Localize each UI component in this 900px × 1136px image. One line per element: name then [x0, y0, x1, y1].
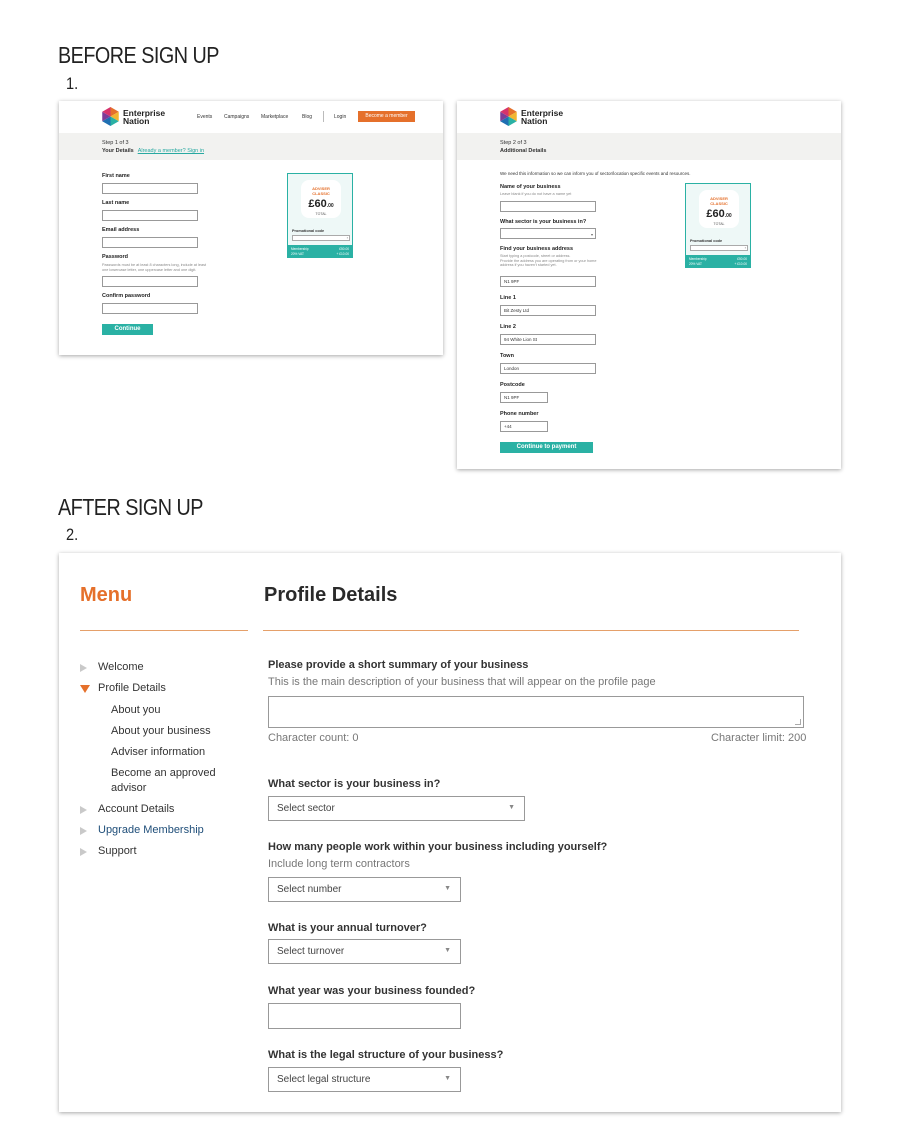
business-name-input[interactable]	[500, 201, 596, 212]
expanded-arrow-icon	[80, 685, 90, 693]
collapsed-arrow-icon	[80, 827, 87, 835]
sector-label: What sector is your business in?	[500, 219, 587, 225]
chevron-down-icon: ▼	[508, 804, 515, 811]
turnover-select[interactable]	[268, 939, 461, 964]
nav-marketplace[interactable]: Marketplace	[261, 114, 289, 120]
price-row-membership: Membership £50.00	[689, 257, 747, 261]
legal-structure-select[interactable]	[268, 1067, 461, 1092]
brand-logo-text-2: Enterprise Nation	[521, 107, 564, 126]
step2-title: Additional Details	[500, 148, 547, 154]
signup-step1-screenshot	[59, 101, 443, 355]
profile-details-screenshot	[59, 553, 841, 1112]
summary-label: Please provide a short summary of your business	[268, 659, 529, 671]
nav-campaigns[interactable]: Campaigns	[224, 114, 250, 120]
line1-input[interactable]: Bit Zesty Ltd	[500, 305, 596, 316]
turnover-question: What is your annual turnover?	[268, 922, 427, 934]
legal-structure-select-value: Select legal structure	[277, 1074, 371, 1085]
town-label: Town	[500, 353, 514, 359]
site-header-2	[457, 101, 841, 133]
first-name-label: First name	[102, 173, 130, 179]
character-count: Character count: 0	[268, 732, 359, 744]
step-label: Step 1 of 3	[102, 140, 129, 146]
address-input[interactable]: N1 9PF	[500, 276, 596, 287]
people-hint: Include long term contractors	[268, 858, 410, 870]
password-label: Password	[102, 254, 128, 260]
line2-input[interactable]: 94 White Lion St	[500, 334, 596, 345]
sector-select[interactable]	[500, 228, 596, 239]
sector-select-value: Select sector	[277, 803, 335, 814]
price-amount: £60.00	[706, 208, 732, 220]
collapsed-arrow-icon	[80, 848, 87, 856]
phone-label: Phone number	[500, 411, 539, 417]
sector-select[interactable]	[268, 796, 525, 821]
founded-year-input[interactable]	[268, 1003, 461, 1029]
confirm-password-input[interactable]	[102, 303, 198, 314]
after-signup-heading: AFTER SIGN UP	[58, 494, 203, 520]
menu-about-you[interactable]: About you	[111, 704, 161, 716]
nav-login[interactable]: Login	[334, 114, 347, 120]
character-limit: Character limit: 200	[711, 732, 807, 744]
continue-to-payment-button[interactable]: Continue to payment	[500, 442, 593, 453]
people-select-value: Select number	[277, 884, 342, 895]
signup-step2-screenshot	[457, 101, 841, 469]
become-member-button[interactable]: Become a member	[358, 111, 415, 122]
promo-label: Promotional code	[690, 239, 723, 243]
resize-handle-icon[interactable]	[795, 719, 801, 725]
before-signup-heading: BEFORE SIGN UP	[58, 42, 219, 68]
legal-structure-question: What is the legal structure of your business?	[268, 1049, 504, 1061]
business-name-hint: Leave blank if you do not have a name yet	[500, 192, 572, 196]
turnover-select-value: Select turnover	[277, 946, 345, 957]
phone-input[interactable]: +44	[500, 421, 548, 432]
after-step-number: 2.	[66, 525, 79, 544]
menu-divider	[80, 630, 248, 631]
price-total-label: TOTAL	[713, 222, 725, 226]
nav-blog[interactable]: Blog	[302, 114, 313, 120]
price-breakdown	[686, 255, 750, 267]
email-label: Email address	[102, 227, 140, 233]
content-divider	[263, 630, 799, 631]
brand-logo-2[interactable]	[499, 107, 563, 126]
people-select[interactable]	[268, 877, 461, 902]
last-name-input[interactable]	[102, 210, 198, 221]
last-name-label: Last name	[102, 200, 130, 206]
menu-about-your-business[interactable]: About your business	[111, 725, 211, 737]
address-hint: Start typing a postcode, street or address. Provide the address you are operating from or your home address if you haven't started yet.	[500, 254, 597, 268]
chevron-down-icon: ▼	[444, 885, 451, 892]
price-tier-2: CLASSIC	[312, 191, 330, 196]
collapsed-arrow-icon	[80, 664, 87, 672]
enterprise-nation-logo-icon	[499, 107, 518, 126]
price-row-vat: 20% VAT + £10.00	[291, 251, 349, 256]
step-title-row	[102, 148, 204, 154]
business-name-label: Name of your business	[500, 184, 561, 190]
price-tier-2: CLASSIC	[710, 201, 728, 206]
brand-logo[interactable]	[101, 107, 165, 126]
chevron-down-icon: ▾	[590, 232, 593, 237]
summary-textarea[interactable]	[268, 696, 804, 728]
menu-adviser-information[interactable]: Adviser information	[111, 746, 206, 758]
step2-label: Step 2 of 3	[500, 140, 527, 146]
continue-button[interactable]: Continue	[102, 324, 153, 335]
first-name-input[interactable]	[102, 183, 198, 194]
chevron-down-icon: ▼	[444, 1075, 451, 1082]
chevron-down-icon: ▼	[444, 947, 451, 954]
nav-events[interactable]: Events	[197, 114, 213, 120]
price-card-2	[685, 183, 751, 268]
promo-arrow-icon: ›	[744, 245, 746, 250]
sign-in-link[interactable]: Already a member? Sign in	[137, 148, 205, 154]
line2-label: Line 2	[500, 324, 516, 330]
menu-account-details[interactable]: Account Details	[98, 803, 175, 815]
price-breakdown	[288, 245, 352, 257]
step-band	[59, 133, 443, 160]
collapsed-arrow-icon	[80, 806, 87, 814]
price-total-label: TOTAL	[315, 212, 327, 216]
step-band-2	[457, 133, 841, 160]
price-card	[287, 173, 353, 258]
postcode-input[interactable]: N1 9PF	[500, 392, 548, 403]
postcode-label: Postcode	[500, 382, 525, 388]
brand-logo-text: Enterprise Nation	[123, 107, 166, 126]
password-input[interactable]	[102, 276, 198, 287]
promo-label: Promotional code	[292, 229, 325, 233]
menu-title: Menu	[80, 584, 133, 606]
before-step-number: 1.	[66, 74, 79, 93]
line1-label: Line 1	[500, 295, 516, 301]
page-title: Profile Details	[264, 584, 398, 606]
price-row-membership: Membership £50.00	[291, 247, 349, 251]
price-tier-1: ADVISER	[312, 186, 330, 191]
price-tier-1: ADVISER	[710, 196, 728, 201]
founded-question: What year was your business founded?	[268, 985, 476, 997]
menu-upgrade-membership[interactable]: Upgrade Membership	[98, 824, 204, 836]
promo-arrow-icon: ›	[346, 235, 348, 240]
menu-welcome[interactable]: Welcome	[98, 661, 144, 673]
price-amount: £60.00	[308, 198, 334, 210]
promo-input[interactable]	[292, 235, 350, 241]
menu-become-approved-advisor[interactable]: Become an approved advisor	[111, 767, 216, 794]
address-label: Find your business address	[500, 246, 574, 252]
menu-profile-details[interactable]: Profile Details	[98, 682, 166, 694]
summary-hint: This is the main description of your business that will appear on the profile page	[268, 676, 656, 688]
step-title: Your Details	[102, 148, 134, 154]
confirm-password-label: Confirm password	[102, 293, 151, 299]
nav-divider	[323, 111, 324, 122]
promo-input[interactable]	[690, 245, 748, 251]
people-question: How many people work within your business including yourself?	[268, 841, 608, 853]
enterprise-nation-logo-icon	[101, 107, 120, 126]
town-input[interactable]: London	[500, 363, 596, 374]
price-row-vat: 20% VAT + £10.00	[689, 261, 747, 266]
menu-support[interactable]: Support	[98, 845, 137, 857]
email-input[interactable]	[102, 237, 198, 248]
site-header	[59, 101, 443, 133]
sector-question: What sector is your business in?	[268, 778, 441, 790]
step2-intro: We need this information so we can inform you of sector/location specific events and resources.	[500, 171, 691, 176]
password-hint: Passwords must be at least 8 characters long, include at least one lowercase letter, one uppercase letter and one digit.	[102, 263, 207, 272]
